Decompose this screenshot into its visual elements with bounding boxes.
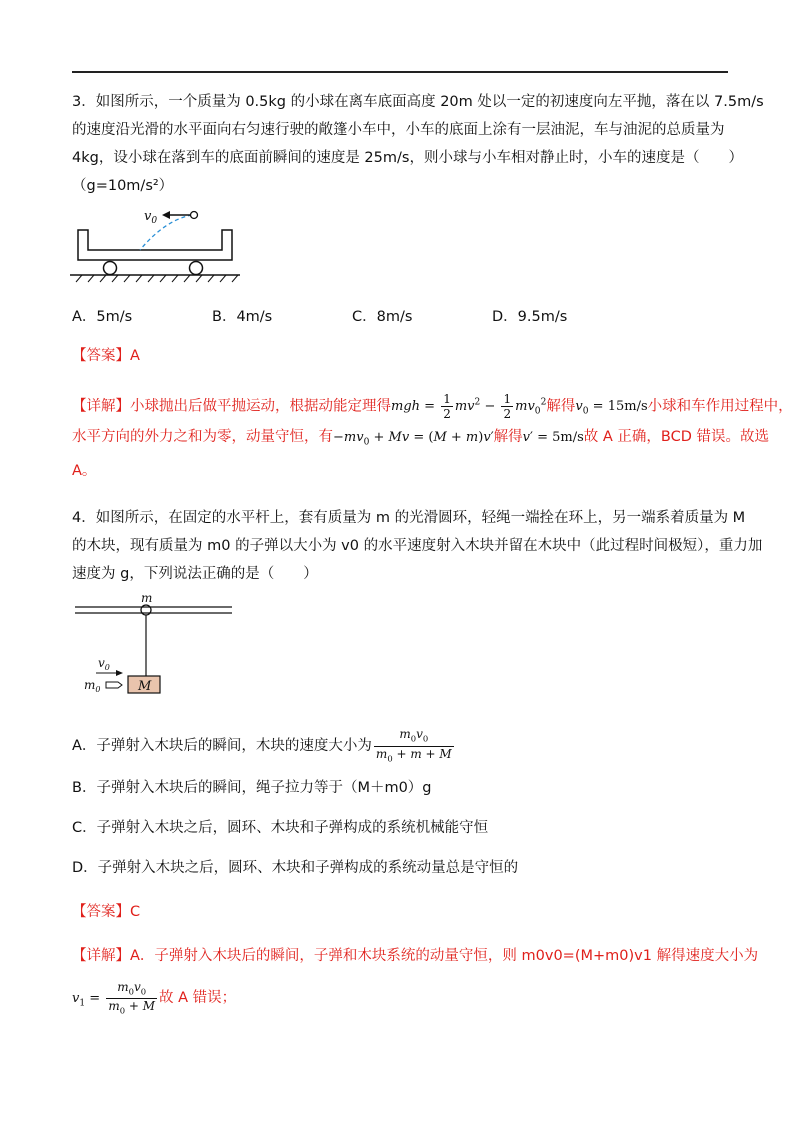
q3-answer: 【答案】A <box>72 348 140 364</box>
q3-line-3: 4kg，设小球在落到车的底面前瞬间的速度是 25m/s，则小球与小车相对静止时，小车的速度是（ ） <box>72 150 743 166</box>
q3-explain-l1b: 解得 <box>546 398 576 415</box>
q3-cart-figure <box>70 200 250 285</box>
q3-explain-l2b: 解得 <box>493 429 523 445</box>
q3-explanation: 【详解】小球抛出后做平抛运动，根据动能定理得mgh = $\frac{1}{2}$ $mv^2$ − $\frac{1}{2}$ $mv_0^2$解得$v_0 = 15m/s$小球和车作用过程中， 水平方向的外力之和为零，动量守恒，有$-mv_0 + Mv = (M + m)v'$解得v′ = 5m/s故 A 正确，BCD 错误。故选 A。 <box>72 388 728 484</box>
q4-line-1: 4．如图所示，在固定的水平杆上，套有质量为 m 的光滑圆环，轻绳一端拴在环上，另一端系着质量为 M <box>72 510 746 526</box>
q4-line-3: 速度为 g，下列说法正确的是（ ） <box>72 566 318 582</box>
q3-explain-l2a: 水平方向的外力之和为零，动量守恒，有 <box>72 429 333 445</box>
q3-option-d: D．9.5m/s <box>492 309 568 325</box>
q4-options <box>72 726 728 882</box>
q4-fig-m-label: m <box>141 592 153 605</box>
header-rule <box>72 71 728 73</box>
q3-option-c: C．8m/s <box>352 309 413 325</box>
question-4 <box>72 504 763 588</box>
q4-answer: 【答案】C <box>72 904 141 920</box>
q4-option-d: D．子弹射入木块之后，圆环、木块和子弹构成的系统动量总是守恒的 <box>72 860 519 876</box>
q4-fig-v0-label: $v_0$ <box>98 656 110 672</box>
q3-line-1: 3．如图所示，一个质量为 0.5kg 的小球在离车底面高度 20m 处以一定的初速度向左平抛，落在以 7.5m/s <box>72 94 764 110</box>
q4-explain-tag: 【详解】 <box>72 948 130 964</box>
q3-explain-l1c: 小球和车作用过程中， <box>647 398 793 415</box>
q4-option-a: A．子弹射入木块后的瞬间，木块的速度大小为 $\frac{m_0v_0}{m_0 + m + M}$ <box>72 727 452 763</box>
q3-explain-l3: A。 <box>72 463 97 479</box>
q4-explain-l1: A．子弹射入木块后的瞬间，子弹和木块系统的动量守恒，则 m0v0=(M+m0)v1 解得速度大小为 <box>130 948 759 964</box>
q4-option-b: B．子弹射入木块后的瞬间，绳子拉力等于（M＋m0）g <box>72 780 432 796</box>
q4-explain-l2: 故 A 错误； <box>159 990 237 1006</box>
q4-line-2: 的木块，现有质量为 m0 的子弹以大小为 v0 的水平速度射入木块并留在木块中（此过程时间极短），重力加 <box>72 538 763 554</box>
q3-option-a: A．5m/s <box>72 309 133 325</box>
q3-explain-l2c: 故 A 正确，BCD 错误。故选 <box>583 429 769 445</box>
q4-option-c: C．子弹射入木块之后，圆环、木块和子弹构成的系统机械能守恒 <box>72 820 489 836</box>
q3-line-4: （g=10m/s²） <box>72 178 174 194</box>
q4-pendulum-figure <box>70 592 240 702</box>
q3-option-b: B．4m/s <box>212 309 273 325</box>
q3-line-2: 的速度沿光滑的水平面向右匀速行驶的敞篷小车中，小车的底面上涂有一层油泥，车与油泥的总质量为 <box>72 122 725 138</box>
question-3 <box>72 88 764 200</box>
q4-fig-m0-label: $m_0$ <box>84 678 101 694</box>
q3-explain-tag: 【详解】 <box>72 398 130 415</box>
q4-explanation: 【详解】A．子弹射入木块后的瞬间，子弹和木块系统的动量守恒，则 m0v0=(M+m0)v1 解得速度大小为 $v_1$ = $\frac{m_0v_0}{m_0 + M}$ 故 A 错误； <box>72 948 759 1016</box>
q3-fig-v0-label: $v_0$ <box>144 209 158 226</box>
q4-option-a-text: A．子弹射入木块后的瞬间，木块的速度大小为 <box>72 738 372 754</box>
q4-fig-M-label: M <box>138 679 152 694</box>
q3-explain-l1a: 小球抛出后做平抛运动，根据动能定理得 <box>130 398 391 415</box>
